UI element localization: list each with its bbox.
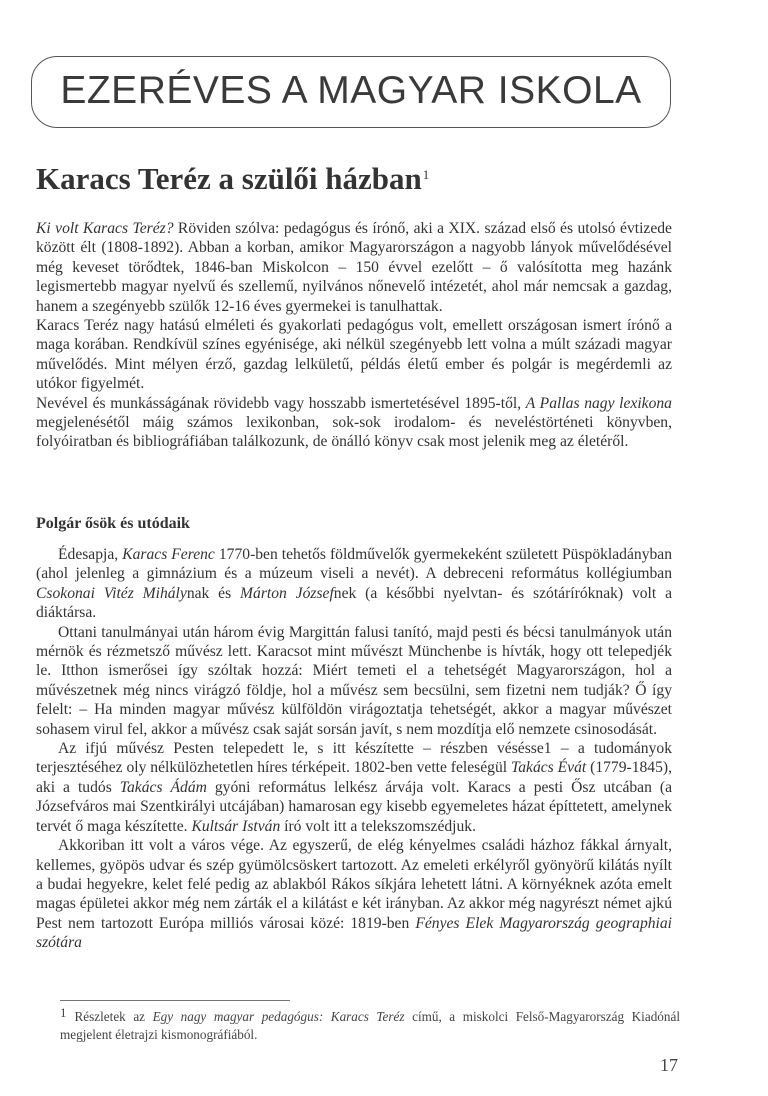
article-title <box>36 161 429 197</box>
body-paragraph-4: Akkoriban itt volt a város vége. Az egyszerű, de elég kényelmes családi házhoz fákkal árnyalt, kellemes, gyöpös udvar és szép gyümölcsöskert tartozott. Az emeleti erkélyről gyönyörű kilátás nyílt a budai hegyekre, kelet felé pedig az ablakból Rákos síkjára lehetett látni. A környéknek azóta emelt magas épületei akkor még nem zárták el a kilátást e két irányban. Az akkor még nagyrészt német ajkú Pest nem tartozott Európa milliós városai közé: 1819-ben Fényes Elek Magyarország geographiai szótára <box>36 837 672 952</box>
intro-lead-question: Ki volt Karacs Teréz? <box>36 220 174 237</box>
header-frame <box>31 56 671 128</box>
intro-paragraph-1: Ki volt Karacs Teréz? Röviden szólva: pedagógus és írónő, aki a XIX. század első és utolsó évtizede között élt (1808-1892). Abban a korban, amikor Magyarországon a nagyobb lányok művelődésével még keveset törődtek, 1846-ban Miskolcon – 150 évvel ezelőtt – ő valósította meg hazánk legismertebb magyar nyelvű és szellemű, nyilvános nőnevelő intézetét, ahol már nemcsak a gazdag, hanem a szegényebb szülők 12-16 éves gyermekei is tanulhattak. <box>36 220 672 315</box>
article-title-text: Karacs Teréz a szülői házban <box>36 161 422 196</box>
body-text <box>36 545 672 953</box>
footnote: 1 Részletek az Egy nagy magyar pedagógus: Karacs Teréz című, a miskolci Felső-Magyarország Kiadónál megjelent életrajzi kismonográfiából. <box>60 1005 680 1042</box>
intro-paragraph-2: Karacs Teréz nagy hatású elméleti és gyakorlati pedagógus volt, emellett országosan ismert írónő a maga korában. Rendkívül színes egyénisége, aki nélkül szegényebb lett volna a múlt századi magyar művelődés. Mint mélyen érző, gazdag lelkületű, példás életű ember és polgár is megérdemli az utókor figyelmét. <box>36 317 672 393</box>
footnote-divider <box>60 1000 290 1001</box>
body-paragraph-1: Édesapja, Karacs Ferenc 1770-ben tehetős földművelők gyermekeként született Püspökladányban (ahol jelenleg a gimnázium és a múzeum viseli a nevét). A debreceni református kollégiumban Csokonai Vitéz Mihálynak és Márton Józsefnek (a későbbi nyelvtan- és szótáríróknak) volt a diáktársa. <box>36 546 672 622</box>
body-paragraph-3: Az ifjú művész Pesten telepedett le, s itt készítette – részben vésésse1 – a tudományok terjesztéséhez oly nélkülözhetetlen híres térképeit. 1802-ben vette feleségül Takács Évát (1779-1845), aki a tudós Takács Ádám gyóni református lelkész árvája volt. Karacs a pesti Ősz utcában (a Józsefváros mai Szentkirályi utcájában) hamarosan egy kisebb egyemeletes házat építtetett, amelynek tervét ő maga készítette. Kultsár István író volt itt a telekszomszédjuk. <box>36 740 672 835</box>
header-title: EZERÉVES A MAGYAR ISKOLA <box>60 69 642 112</box>
title-footnote-ref: 1 <box>422 167 430 182</box>
page-number: 17 <box>660 1055 678 1075</box>
footnote-number: 1 <box>60 1005 67 1020</box>
section-title: Polgár ősök és utódaik <box>36 515 190 532</box>
intro-text <box>36 219 672 452</box>
intro-paragraph-3: Nevével és munkásságának rövidebb vagy hosszabb ismertetésével 1895-től, A Pallas nagy lexikona megjelenésétől máig számos lexikonban, sok-sok irodalom- és neveléstörténeti könyvben, folyóiratban és bibliográfiában találkozunk, de önálló könyv csak most jelenik meg az életéről. <box>36 394 672 451</box>
body-paragraph-2: Ottani tanulmányai után három évig Margittán falusi tanító, majd pesti és bécsi tanulmányok után mérnök és rézmetsző művész lett. Karacsot mint művészt Münchenbe is hívták, hogy ott telepedjék le. Itthon ismerősei így szóltak hozzá: Miért temeti el a tehetségét Magyarországon, hol a művészetnek még nincs virágzó földje, hol a művész sem becsülni, sem fizetni nem tudják? Ő így felelt: – Ha minden magyar művész külföldön virágoztatja tehetségét, akkor a magyar művészet sohasem virul fel, akkor a művész csak saját sorsán javít, s nem mozdítja elő nemzete csinosodását. <box>36 623 672 738</box>
